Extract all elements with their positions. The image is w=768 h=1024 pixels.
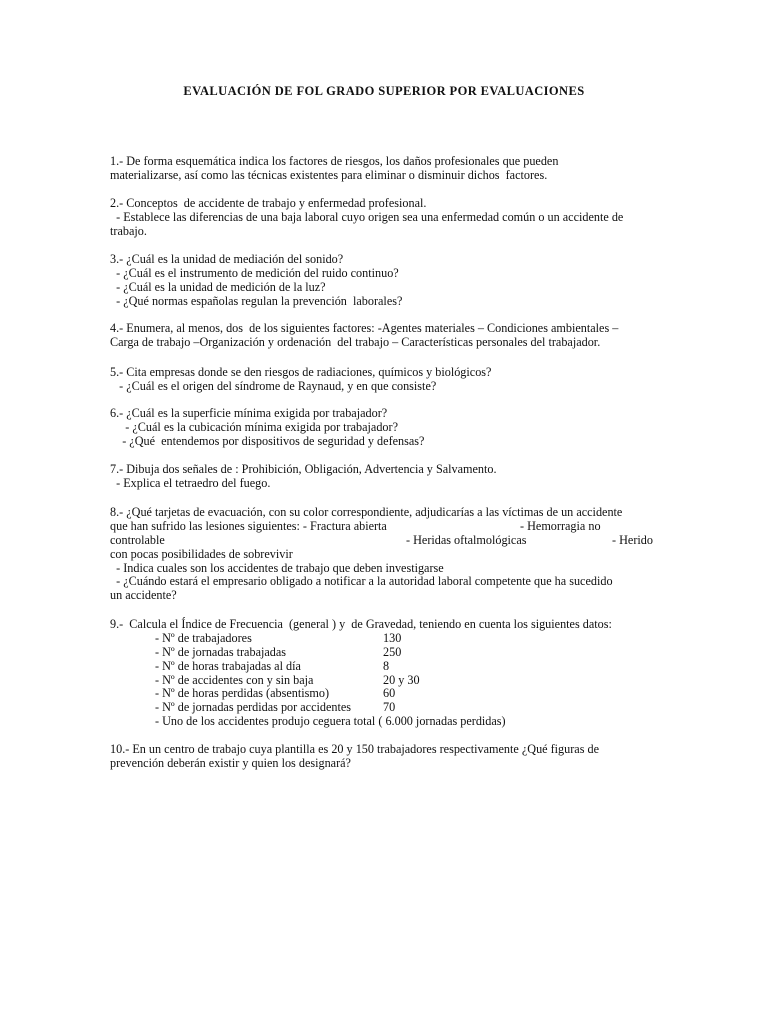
question-line: 7.- Dibuja dos señales de : Prohibición, Obligación, Advertencia y Salvamento. — [110, 462, 497, 476]
data-item — [110, 674, 670, 688]
data-item-value: 130 — [383, 630, 402, 645]
question-1 — [110, 155, 670, 183]
data-item-label: - Nº de jornadas trabajadas — [155, 644, 287, 659]
question-9 — [110, 618, 670, 729]
question-line: - Indica cuales son los accidentes de trabajo que deben investigarse — [110, 560, 444, 575]
question-line: que han sufrido las lesiones siguientes: - Fractura abierta — [110, 518, 387, 533]
question-5 — [110, 366, 670, 394]
question-line: Carga de trabajo –Organización y ordenación del trabajo – Características personales del trabajador. — [110, 334, 601, 349]
question-line: - Establece las diferencias de una baja laboral cuyo origen sea una enfermedad común o un accidente de — [110, 209, 624, 224]
question-option: - Herido — [612, 532, 653, 547]
question-line: 2.- Conceptos de accidente de trabajo y enfermedad profesional. — [110, 196, 427, 210]
question-line: trabajo. — [110, 223, 147, 238]
question-line: - ¿Cuál es la cubicación mínima exigida por trabajador? — [110, 419, 398, 434]
question-line: controlable — [110, 532, 165, 547]
question-line: con pocas posibilidades de sobrevivir — [110, 546, 293, 561]
question-line: - ¿Cuándo estará el empresario obligado a notificar a la autoridad laboral competente que ha sucedido — [110, 574, 613, 589]
question-option: - Hemorragia no — [520, 518, 601, 533]
question-line: 4.- Enumera, al menos, dos de los siguientes factores: -Agentes materiales – Condiciones ambientales – — [110, 321, 619, 335]
question-line: prevención deberán existir y quien los designará? — [110, 755, 351, 770]
data-item-label: - Nº de horas perdidas (absentismo) — [155, 686, 330, 701]
question-line: - ¿Cuál es el instrumento de medición del ruido continuo? — [110, 265, 399, 280]
data-item-label: - Nº de jornadas perdidas por accidentes — [155, 700, 351, 715]
question-line: - ¿Cuál es la unidad de medición de la luz? — [110, 279, 326, 294]
question-line: 6.- ¿Cuál es la superficie mínima exigida por trabajador? — [110, 406, 388, 420]
question-line: 3.- ¿Cuál es la unidad de mediación del sonido? — [110, 252, 344, 266]
data-item — [110, 701, 670, 715]
data-item-value: 250 — [383, 644, 402, 659]
document-title: EVALUACIÓN DE FOL GRADO SUPERIOR POR EVALUACIONES — [183, 84, 585, 98]
question-line: 9.- Calcula el Índice de Frecuencia (general ) y de Gravedad, teniendo en cuenta los siguientes datos: — [110, 617, 612, 631]
question-10 — [110, 743, 670, 771]
question-line: 1.- De forma esquemática indica los factores de riesgos, los daños profesionales que pueden — [110, 154, 559, 168]
question-line: - ¿Qué entendemos por dispositivos de seguridad y defensas? — [110, 433, 425, 448]
data-item — [110, 660, 670, 674]
question-option: - Heridas oftalmológicas — [406, 532, 527, 547]
data-item — [110, 632, 670, 646]
question-line: - ¿Cuál es el origen del síndrome de Raynaud, y en que consiste? — [110, 378, 437, 393]
data-item-value: 70 — [383, 700, 396, 715]
data-item — [110, 646, 670, 660]
data-item — [110, 715, 670, 729]
data-item-label: - Nº de horas trabajadas al día — [155, 658, 301, 673]
data-item-label: - Nº de accidentes con y sin baja — [155, 672, 314, 687]
data-item-label: - Nº de trabajadores — [155, 630, 252, 645]
question-3 — [110, 253, 670, 309]
data-item-value: 8 — [383, 658, 390, 673]
question-line: un accidente? — [110, 588, 177, 603]
question-6 — [110, 407, 670, 449]
question-line: 10.- En un centro de trabajo cuya plantilla es 20 y 150 trabajadores respectivamente ¿Qué figuras de — [110, 742, 600, 756]
question-line: 8.- ¿Qué tarjetas de evacuación, con su color correspondiente, adjudicarías a las víctimas de un accidente — [110, 505, 623, 519]
data-item-value: 60 — [383, 686, 396, 701]
question-7 — [110, 463, 670, 491]
question-8 — [110, 506, 670, 603]
question-line: 5.- Cita empresas donde se den riesgos de radiaciones, químicos y biológicos? — [110, 365, 492, 379]
question-2 — [110, 197, 670, 239]
data-item-label: - Uno de los accidentes produjo ceguera total ( 6.000 jornadas perdidas) — [155, 714, 506, 729]
question-line: - ¿Qué normas españolas regulan la prevención laborales? — [110, 293, 403, 308]
question-line: - Explica el tetraedro del fuego. — [110, 475, 271, 490]
question-4 — [110, 322, 670, 350]
data-item — [110, 687, 670, 701]
data-item-value: 20 y 30 — [383, 672, 420, 687]
question-line: materializarse, así como las técnicas existentes para eliminar o disminuir dichos factores. — [110, 167, 548, 182]
